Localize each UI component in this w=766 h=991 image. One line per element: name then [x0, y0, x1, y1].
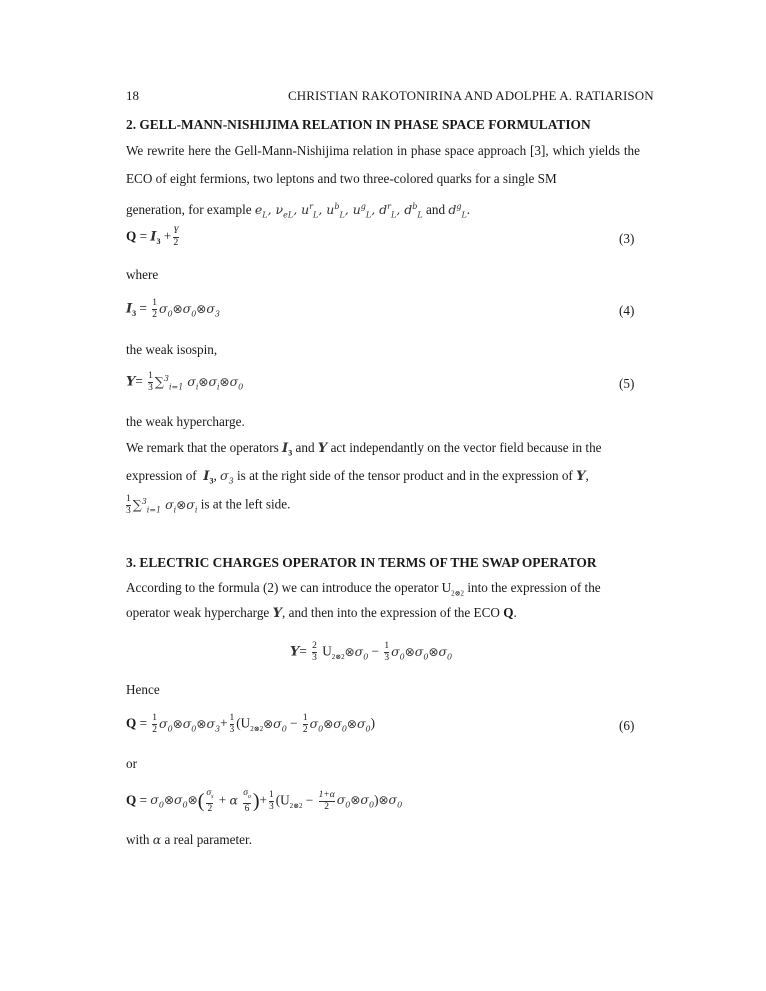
- remark-line-3: $\frac{1}{3}$ ∑$^3_{i=1}$ $\sigma_i\otimes\sigma_i$ is at the left side.: [126, 494, 291, 516]
- weak-isospin-text: the weak isospin,: [126, 342, 218, 357]
- section-2-heading: 2. GELL-MANN-NISHIJIMA RELATION IN PHASE SPACE FORMULATION: [126, 117, 591, 132]
- or-text: or: [126, 756, 137, 771]
- eq4-number: (4): [619, 303, 635, 318]
- real-parameter-text: a real parameter.: [164, 832, 252, 847]
- intro-text: We rewrite here the Gell-Mann-Nishijima relation in phase space approach [3], which yields the ECO of eight fermions, two leptons and two three-colored quarks for a single SM: [126, 143, 640, 186]
- remark-text-a: We remark that the operators: [126, 440, 279, 455]
- section-3-line-2: operator weak hypercharge Y, and then into the expression of the ECO Q.: [126, 605, 517, 621]
- remark-text-b: and: [295, 440, 315, 455]
- hence-text: Hence: [126, 682, 160, 697]
- s3-text-b: into the expression of the: [467, 580, 601, 595]
- section-3-line-1: According to the formula (2) we can introduce the operator $U_{2\otimes 2}$ into the expression of the: [126, 580, 601, 598]
- with-word: with: [126, 832, 150, 847]
- remark-line-1: We remark that the operators $I_3$ and Y act independantly on the vector field because in the: [126, 440, 602, 458]
- fermion-list: $e_L$, $\nu_{eL}$, $u^r_L$, $u^b_L$, $u^g_L$, $d^r_L$, $d^b_L$: [254, 202, 423, 220]
- eq5-number: (5): [619, 376, 635, 391]
- and-word: and: [426, 202, 446, 218]
- where-text: where: [126, 267, 159, 282]
- s3-text-d: , and then into the expression of the ECO: [282, 605, 500, 620]
- remark-text-d: expression of: [126, 468, 197, 483]
- weak-hypercharge-text: the weak hypercharge.: [126, 414, 245, 429]
- equation-q-alpha: $Q = \sigma_0\otimes\sigma_0\otimes$( $\frac{\sigma_s}{2}$ + α $\frac{\sigma_o}{6}$ )+ $\frac{1}{3}$ ($U_{2\otimes 2}$ − $\frac{1+\alpha}{2}$ $\sigma_0\otimes\sigma_0)\otimes\sigma_0$: [126, 788, 403, 814]
- s3-text-a: According to the formula (2) we can introduce the operator U: [126, 580, 452, 595]
- remark-line-2: expression of $I_3$, $\sigma_3$ is at the right side of the tensor product and in the expression of Y,: [126, 468, 589, 486]
- generation-text: generation, for example: [126, 202, 252, 218]
- equation-3: $Q = I_3$ + $\frac{Y}{2}$: [126, 226, 179, 248]
- eq6-number: (6): [619, 718, 635, 733]
- section-3-heading: 3. ELECTRIC CHARGES OPERATOR IN TERMS OF THE SWAP OPERATOR: [126, 555, 597, 570]
- running-header: CHRISTIAN RAKOTONIRINA AND ADOLPHE A. RATIARISON: [288, 88, 654, 103]
- remark-text-f: is at the left side.: [200, 496, 291, 512]
- eq3-number: (3): [619, 231, 635, 246]
- s3-text-c: operator weak hypercharge: [126, 605, 270, 620]
- section-2-intro: We rewrite here the Gell-Mann-Nishijima relation in phase space approach [3], which yields the ECO of eight fermions, two leptons and two three-colored quarks for a single SM generation, for example $e_L$, $\nu_{eL}$, $u^r_L$, $u^b_L$, $u^g_L$, $d^r_L$, $d^b_L$ and $d^g_L$.: [126, 143, 640, 220]
- remark-text-e: is at the right side of the tensor product and in the expression of: [236, 468, 573, 483]
- equation-y-swap: Y= $\frac{2}{3}$ $U_{2\otimes 2}\otimes\sigma_0$ − $\frac{1}{3}$ $\sigma_0\otimes\sigma_0\otimes\sigma_0$: [290, 641, 453, 663]
- remark-text-c: act independantly on the vector field because in the: [330, 440, 602, 455]
- fermion-last: $d^g_L$: [448, 202, 467, 220]
- equation-6: Q = $\frac{1}{2}$ $\sigma_0\otimes\sigma_0\otimes\sigma_3+$ $\frac{1}{3}$ ($U_{2\otimes 2}\otimes\sigma_0$ − $\frac{1}{2}$ $\sigma_0\otimes\sigma_0\otimes\sigma_0$): [126, 713, 376, 735]
- page-number: 18: [126, 88, 139, 103]
- with-alpha-text: with α a real parameter.: [126, 832, 252, 847]
- equation-4: $I_3$ = $\frac{1}{2}$ $\sigma_0\otimes\sigma_0\otimes\sigma_3$: [126, 298, 220, 320]
- equation-5: Y= $\frac{1}{3}$ ∑$^3_{i=1}$ $\sigma_i\otimes\sigma_i\otimes\sigma_0$: [126, 371, 244, 393]
